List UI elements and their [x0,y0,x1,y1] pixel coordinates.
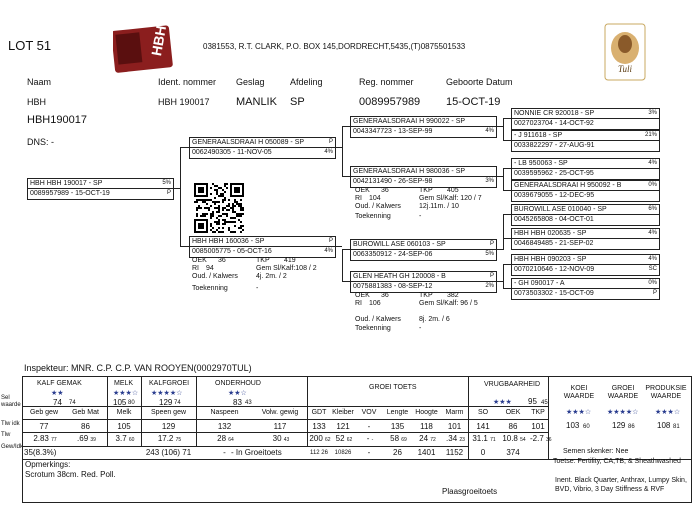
inspector: Inspekteur: MNR. C.P. C.P. VAN ROOYEN(0002970TUL) [24,363,252,373]
stars-groei: ★★★★☆ [607,409,639,416]
row2-value: 31.1 [472,434,488,443]
svg-text:HBH: HBH [148,24,170,57]
row2-value: 30 [272,434,282,443]
row1-cell: - [367,422,371,431]
row2-value: 52 [335,434,345,443]
col-header: Volw. gewig [261,409,299,416]
col-header: TKP [531,409,545,416]
stars-kalfgroei: ★★★★☆ [151,390,183,397]
pedigree-dam-sire: BUROWILL ASE 060103 - SP P 0063350912 - 24-SEP-06 5% [350,239,497,261]
v-produksie: 108 [657,421,671,430]
v-kalf-gemak-acc: 74 [69,400,76,406]
row2-value: .69 [77,434,89,443]
row-label-gew: Gew/Idk [1,444,24,450]
h-produksie-waarde: PRODUKSIE WAARDE [645,385,687,400]
row2-cell [470,434,498,443]
label-reg: Reg. nommer [359,77,414,87]
vaccinations: Inent. Black Quarter, Anthrax, Lumpy Skin, BVD, Vibrio, 3 Day Stiffness & RVF [555,477,687,493]
remarks-text: Scrotum 38cm. Red. Poll. [25,470,116,479]
value-section: SP [290,96,305,108]
row2-value: 17.2 [157,434,174,443]
row2-cell [443,434,468,443]
row3-cell: 35(8.3%) [24,448,57,457]
pedigree-g4-4: GENERAALSDRAAI H 950092 - B 0% 0039679055 - 12-DEC-95 [511,180,660,202]
row-label-idk: Tlw idk [1,421,20,427]
label-birth: Geboorte Datum [446,77,513,87]
value-ident: HBH 190017 [158,97,210,107]
lot-number: LOT 51 [8,38,52,53]
pedigree-sire-dam: GENERAALSDRAAI H 980036 - SP 0042131490 - 26-SEP-98 3% [350,166,497,188]
farm-growth-test: Plaasgroeitoets [442,487,498,496]
row2-cell [198,434,253,443]
row1-cell: 105 [117,422,131,431]
row1-cell: 117 [273,422,287,431]
row2-acc: 62 [346,437,353,443]
row2-cell [143,434,196,443]
row1-cell: 118 [420,422,433,431]
value-sex: MANLIK [236,96,277,108]
pedigree-dam: HBH HBH 160036 - SP P 0085005775 - 05-OCT-16 4% [189,236,336,258]
row2-cell [309,434,331,443]
v-koei-acc: 60 [583,424,590,430]
row3-cell: 1401 [417,448,436,457]
v-vrugbaarheid-acc: 45 [541,400,548,406]
value-reg: 0089957989 [359,96,421,108]
col-header: Geb gew [29,409,59,416]
col-header: Hoogte [415,409,438,416]
semen-donor: Semen skenker: Nee [563,448,629,455]
tests: Toetse: Fertility, CA,TB, & Sheathwashed [553,458,681,465]
svg-text:Tuli: Tuli [617,64,633,74]
v-melk-acc: 80 [128,400,135,406]
row1-cell: 101 [447,422,462,431]
col-header: Marm [445,409,464,416]
row1-cell: 141 [476,422,490,431]
col-header: VOV [361,409,377,416]
row2-cell [530,434,552,443]
row-label-sel: Sel waarde [1,395,21,408]
col-header: Lengte [386,409,409,416]
row2-value: 28 [217,434,227,443]
row1-cell: 121 [336,422,350,431]
row3-cell: 243 (106) 71 [145,448,192,457]
row2-cell [500,434,528,443]
row3-cell: - [223,448,226,457]
row2-cell [255,434,307,443]
v-kalfgroei-acc: 74 [174,400,181,406]
row1-cell: 133 [312,422,326,431]
col-header: Kleiber [332,409,354,416]
row2-acc: 75 [175,437,182,443]
row1-cell: 132 [217,422,232,431]
pedigree-g4-2: - J 911618 - SP 21% 0033822297 - 27-AUG-91 [511,130,660,152]
v-groei-acc: 86 [628,424,635,430]
h-onderhoud: ONDERHOUD [215,380,261,387]
col-header: Speen gew [150,409,187,416]
row1-cell: 129 [161,422,176,431]
pedigree-g4-8: - GH 090017 - A 0% 0073503302 - 15-OCT-09 P [511,278,660,300]
v-produksie-acc: 81 [673,424,680,430]
h-koei-waarde: KOEI WAARDE [563,385,595,400]
row1-cell: 86 [508,422,518,431]
v-groei: 129 [612,421,626,430]
row2-acc: 77 [51,437,57,443]
qr-code [194,183,244,233]
stars-vrugbaarheid: ★★★ [493,399,512,406]
h-melk: MELK [114,380,134,387]
col-header: SO [477,409,489,416]
v-kalf-gemak: 74 [53,398,62,407]
pedigree-dam-dam: GLEN HEATH GH 120008 - B P 0075881383 - 08-SEP-12 2% [350,271,497,293]
v-onderhoud-acc: 43 [245,400,252,406]
v-vrugbaarheid: 95 [528,397,537,406]
row2-acc: 43 [283,437,290,443]
pedigree-g4-1: NONNIE CR 920018 - SP 3% 0027023704 - 14-OCT-92 [511,108,660,130]
h-groei-waarde: GROEI WAARDE [607,385,639,400]
hbh-logo [113,24,175,74]
v-melk: 105 [113,398,127,407]
row2-acc: 62 [325,437,331,443]
row2-cell [66,434,107,443]
row2-value: 3.7 [115,434,127,443]
row2-value: 24 [419,434,429,443]
row1-cell: 135 [390,422,405,431]
performance-table [22,376,692,460]
row2-acc: 60 [128,437,135,443]
row2-value: 58 [390,434,400,443]
pedigree-g4-3: - LB 950063 - SP 4% 0039595962 - 25-OCT-95 [511,158,660,180]
label-sex: Geslag [236,77,265,87]
stars-koei: ★★★☆ [566,409,592,416]
remarks-box [22,458,692,503]
dam-dam-stats: OEK 36 TKP 382 RI 106 Gem Sl/Kalf: 96 / 5 Oud. / Kalwers 8j. 2m. / 6 Toekenning - [355,292,478,332]
row2-value: .34 [446,434,458,443]
row2-cell [333,434,355,443]
row3-cell: - In Groeitoets [231,448,282,457]
row2-value: 2.83 [33,434,49,443]
dns: DNS: - [27,137,54,147]
row1-cell: 101 [531,422,545,431]
row2-value: -2.7 [530,434,544,443]
row3-cell: 374 [506,448,520,457]
dam-stats: OEK 36 TKP 419 RI 94 Gem Sl/Kalf:108 / 2 Oud. / Kalwers 4j. 2m. / 2 Toekenning - [192,257,317,292]
h-vrugbaarheid: VRUGBAARHEID [484,381,541,388]
h-kalf-gemak: KALF GEMAK [37,380,82,387]
row1-cell: 77 [39,422,49,431]
label-name: Naam [27,77,52,87]
stars-onderhoud: ★★☆ [228,390,247,397]
stars-kalf-gemak: ★★ [51,390,64,397]
h-kalfgroei: KALFGROEI [149,380,190,387]
row2-acc: - [371,437,374,443]
col-header: Naspeen [210,409,239,416]
h-groei-toets: GROEI TOETS [369,384,417,391]
row3-cell: 0 [480,448,486,457]
row-label-tlw: Tlw [1,432,11,438]
v-koei: 103 [566,421,580,430]
col-header: GDT [311,409,327,416]
remarks-label: Opmerkings: [25,460,71,469]
row2-acc: 54 [520,437,526,443]
col-header: OEK [505,409,521,416]
row2-value: 200 [309,434,323,443]
breeder-info: 0381553, R.T. CLARK, P.O. BOX 145,DORDRECHT,5435,(T)0875501533 [203,42,466,51]
row1-cell: 86 [81,422,90,431]
row2-acc: 69 [401,437,407,443]
row3-cell: 10826 [334,450,352,456]
row2-acc: 71 [490,437,496,443]
pedigree-g4-5: BUROWILL ASE 010040 - SP 6% 0045265808 - 04-OCT-01 [511,204,660,226]
row2-cell [385,434,412,443]
animal-code: HBH190017 [27,114,87,126]
row2-acc: 39 [90,437,96,443]
row2-cell [414,434,441,443]
row2-acc: 23 [459,437,465,443]
stars-melk: ★★★☆ [113,390,139,397]
row3-cell: 1152 [445,448,464,457]
col-header: Melk [116,409,132,416]
row3-cell: 112 26 [310,450,328,456]
tuli-logo [603,22,647,82]
row3-cell: 26 [393,448,402,457]
row3-cell: - [367,448,371,457]
col-header: Geb Mat [72,409,99,416]
v-onderhoud: 83 [233,398,242,407]
row2-cell [109,434,141,443]
v-kalfgroei: 129 [159,398,173,407]
label-ident: Ident. nommer [158,77,217,87]
row2-acc: 72 [430,437,436,443]
pedigree-sire: GENERAALSDRAAI H 050089 - SP P 0062490305 - 11-NOV-05 4% [189,137,336,159]
row2-acc: 36 [546,437,552,443]
pedigree-g4-6: HBH HBH 020635 - SP 4% 0046849485 - 21-SEP-02 [511,228,660,250]
row2-value: - [366,434,370,443]
pedigree-g4-7: HBH HBH 090203 - SP 4% 0070210646 - 12-NOV-09 SC [511,254,660,276]
row2-cell [26,434,64,443]
value-name: HBH [27,97,47,107]
label-section: Afdeling [290,77,323,87]
pedigree-sire-sire: GENERAALSDRAAI H 990022 - SP 0043347723 - 13-SEP-99 4% [350,116,497,138]
row2-value: 10.8 [502,434,518,443]
stars-produksie: ★★★☆ [655,409,681,416]
pedigree-animal: HBH HBH 190017 - SP 5% 0089957989 - 15-OCT-19 P [27,178,174,200]
row2-cell [357,434,383,443]
row2-acc: 64 [228,437,234,443]
value-birth: 15-OCT-19 [446,96,501,108]
sire-dam-stats: OEK 36 TKP 405 RI 104 Gem Sl/Kalf: 120 / 7 Oud. / Kalwers 12j.11m. / 10 Toekenning - [355,187,482,220]
